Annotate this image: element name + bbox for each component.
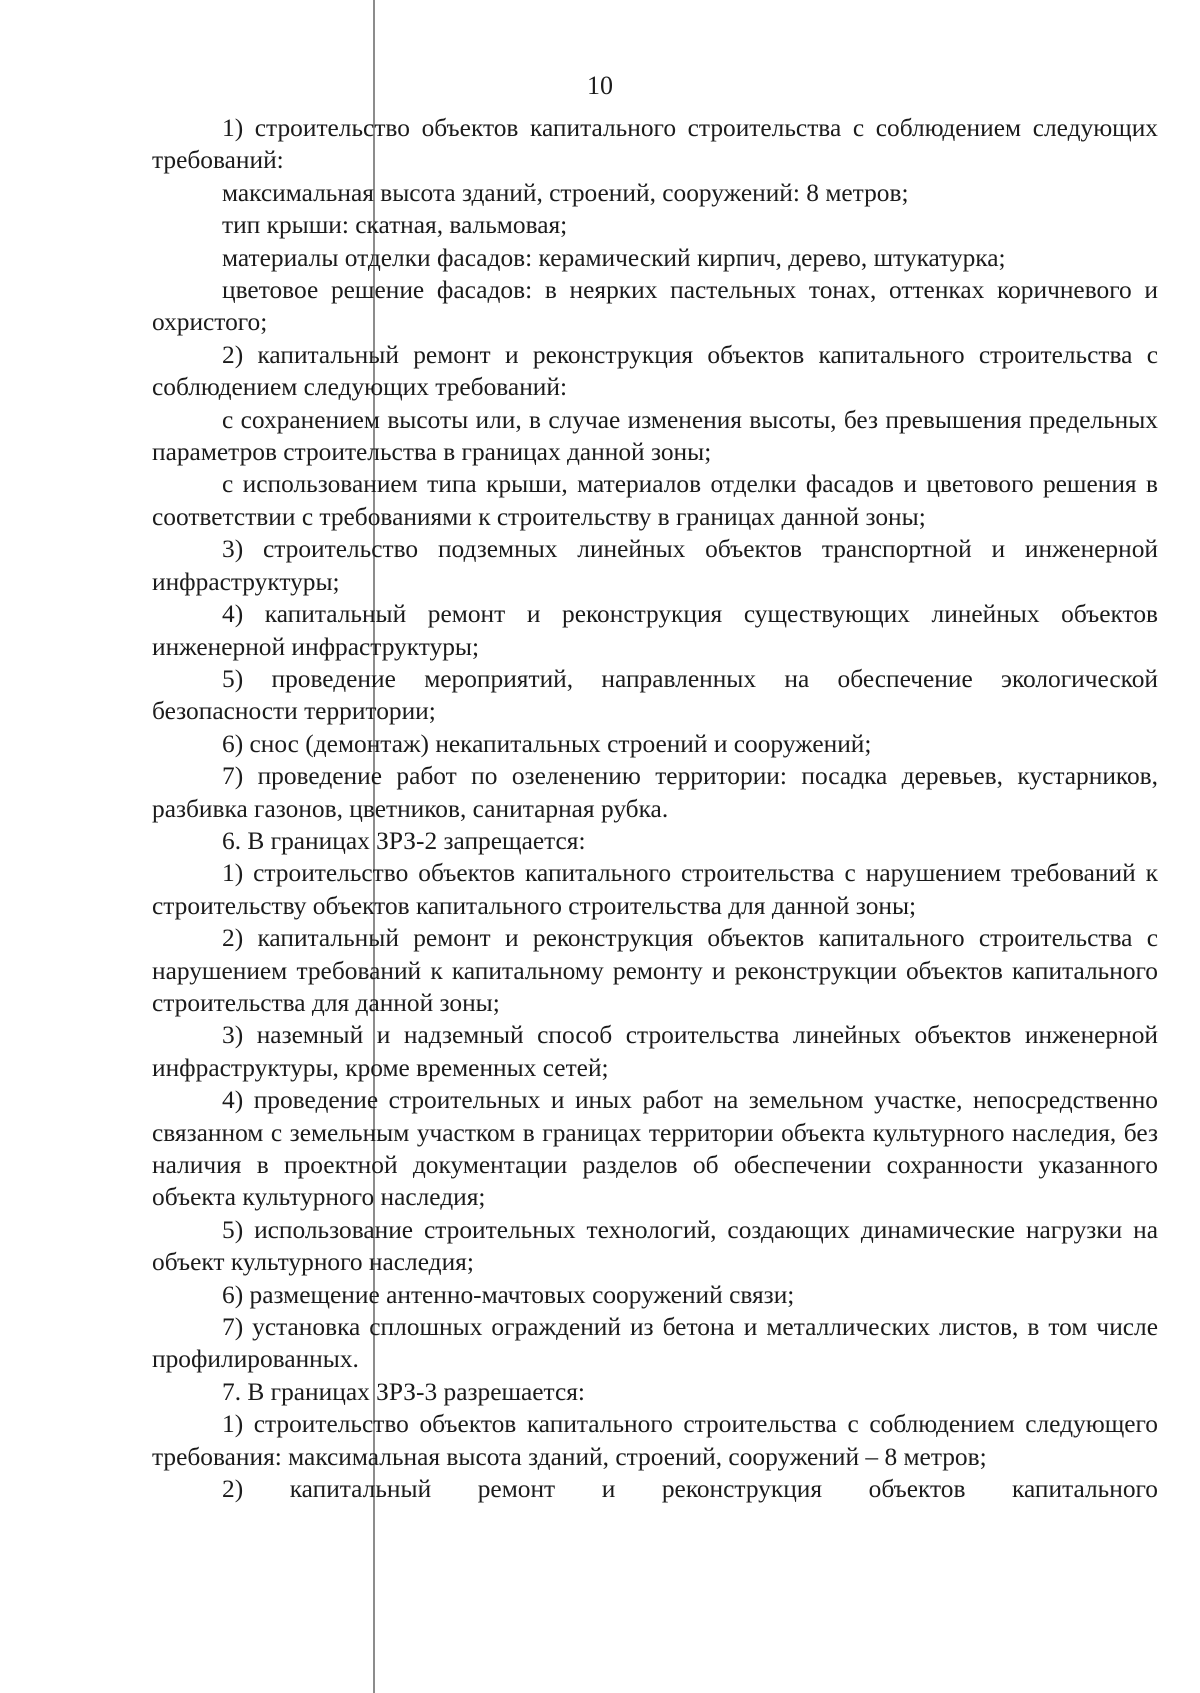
paragraph-1: 1) строительство объектов капитального строительства с соблюдением следующих требований: bbox=[152, 114, 1158, 175]
section-heading-zrz-3: 7. В границах ЗРЗ-3 разрешается: bbox=[222, 1377, 585, 1406]
paragraph-16: 2) капитальный ремонт и реконструкция объектов капитального строительства с нарушением требований к капитальному ремонту и реконструкции объектов капитального строительства для данной зоны; bbox=[152, 924, 1158, 1017]
paragraph-20: 6) размещение антенно-мачтовых сооружений связи; bbox=[222, 1280, 795, 1309]
paragraph-23: 1) строительство объектов капитального строительства с соблюдением следующего требования: максимальная высота зданий, строений, сооружений – 8 метров; bbox=[152, 1410, 1158, 1471]
paragraph-4: материалы отделки фасадов: керамический кирпич, дерево, штукатурка; bbox=[222, 243, 1006, 272]
section-heading-zrz-2: 6. В границах ЗРЗ-2 запрещается: bbox=[222, 826, 586, 855]
document-body bbox=[152, 112, 1158, 1505]
paragraph-8: с использованием типа крыши, материалов отделки фасадов и цветового решения в соответствии с требованиями к строительству в границах данной зоны; bbox=[152, 470, 1158, 531]
paragraph-24: 2) капитальный ремонт и реконструкция объектов капитального bbox=[222, 1475, 1158, 1504]
paragraph-5: цветовое решение фасадов: в неярких пастельных тонах, оттенках коричневого и охристого; bbox=[152, 276, 1158, 337]
page-number: 10 bbox=[587, 71, 613, 100]
paragraph-9: 3) строительство подземных линейных объектов транспортной и инженерной инфраструктуры; bbox=[152, 535, 1158, 596]
paragraph-3: тип крыши: скатная, вальмовая; bbox=[222, 211, 568, 240]
paragraph-6: 2) капитальный ремонт и реконструкция объектов капитального строительства с соблюдением следующих требований: bbox=[152, 340, 1158, 402]
paragraph-13: 7) проведение работ по озеленению территории: посадка деревьев, кустарников, разбивка газонов, цветников, санитарная рубка. bbox=[152, 762, 1158, 823]
paragraph-2: максимальная высота зданий, строений, сооружений: 8 метров; bbox=[222, 178, 909, 207]
paragraph-10: 4) капитальный ремонт и реконструкция существующих линейных объектов инженерной инфраструктуры; bbox=[152, 600, 1158, 661]
paragraph-15: 1) строительство объектов капитального строительства с нарушением требований к строительству объектов капитального строительства для данной зоны; bbox=[152, 859, 1158, 920]
paragraph-21: 7) установка сплошных ограждений из бетона и металлических листов, в том числе профилированных. bbox=[152, 1313, 1158, 1374]
paragraph-11: 5) проведение мероприятий, направленных на обеспечение экологической безопасности территории; bbox=[152, 664, 1158, 726]
paragraph-12: 6) снос (демонтаж) некапитальных строений и сооружений; bbox=[222, 729, 872, 758]
paragraph-17: 3) наземный и надземный способ строительства линейных объектов инженерной инфраструктуры, кроме временных сетей; bbox=[152, 1021, 1158, 1082]
paragraph-18: 4) проведение строительных и иных работ на земельном участке, непосредственно связанном с земельным участком в границах территории объекта культурного наследия, без наличия в проектной документации разделов об обеспечении сохранности указанного объекта культурного наследия; bbox=[152, 1086, 1158, 1212]
paragraph-7: с сохранением высоты или, в случае изменения высоты, без превышения предельных параметров строительства в границах данной зоны; bbox=[152, 405, 1158, 467]
paragraph-19: 5) использование строительных технологий, создающих динамические нагрузки на объект культурного наследия; bbox=[152, 1215, 1158, 1277]
